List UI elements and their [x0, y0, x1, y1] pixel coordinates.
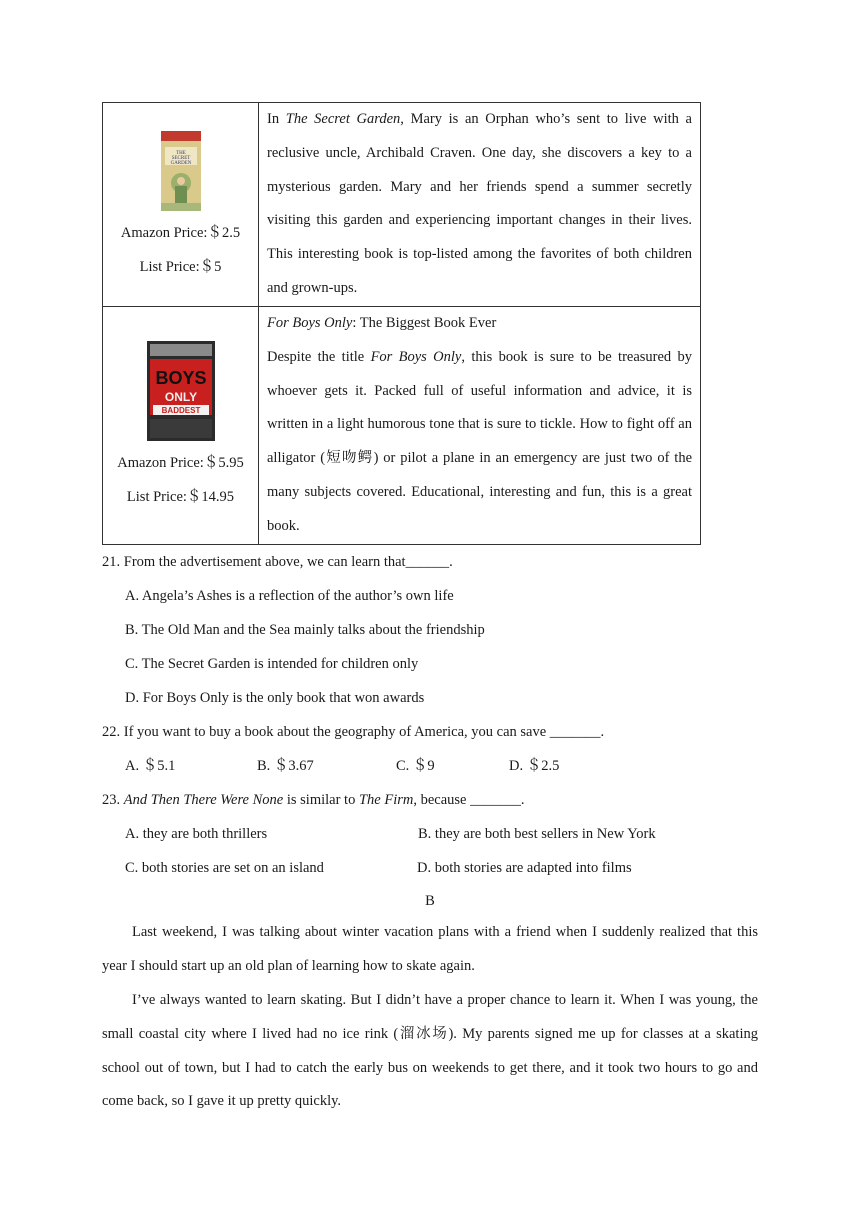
- question-21-option-c[interactable]: C. The Secret Garden is intended for children only: [125, 656, 419, 672]
- question-22-option-d[interactable]: D. ＄2.5: [509, 758, 560, 774]
- question-21-option-b[interactable]: B. The Old Man and the Sea mainly talks about the friendship: [125, 622, 485, 638]
- list-price: List Price:＄14.95: [126, 488, 235, 505]
- list-price: List Price:＄5: [139, 258, 222, 275]
- question-23-stem: 23. And Then There Were None is similar to The Firm, because _______.: [102, 792, 525, 808]
- section-label: B: [425, 893, 435, 909]
- book-2-info-cell: [103, 307, 259, 545]
- book-title: The Firm: [358, 792, 414, 808]
- passage-paragraph-2: I’ve always wanted to learn skating. But I didn’t have a proper chance to learn it. When I was young, the small coastal city where I lived had no ice rink (溜冰场). My parents signed me up for classes at a skating school out of town, but I had to catch the early bus on weekends to get there, and it took two hours to go and come back, so I gave it up pretty quickly.: [102, 992, 758, 1110]
- book-title: The Secret Garden: [285, 111, 401, 127]
- question-21-stem: 21. From the advertisement above, we can learn that______.: [102, 554, 453, 570]
- book-ad-table: [102, 102, 701, 545]
- question-23-option-a[interactable]: A. they are both thrillers: [125, 826, 268, 842]
- book-2-description: Despite the title For Boys Only, this book is sure to be treasured by whoever gets it. Packed full of useful information and advice, it is written in a light humorous tone that is sure to tickle. How to fight off an alligator (短吻鳄) or pilot a plane in an emergency are just two of the many subjects covered. Educational, interesting and fun, this is a great book.: [267, 348, 693, 534]
- book-title: And Then There Were None: [123, 792, 284, 808]
- book-title: For Boys Only: [267, 315, 353, 331]
- book-1-info-cell: [103, 103, 259, 307]
- secret-garden-cover-icon: [161, 131, 201, 211]
- cover-title: BOYS: [154, 368, 207, 388]
- book-1-description: In The Secret Garden, Mary is an Orphan who’s sent to live with a reclusive uncle, Archibald Craven. One day, she discovers a key to a mysterious garden. Mary and her friends spend a summer secretly visiting this garden and experiencing important changes in their lives. This interesting book is top-listed among the favorites of both children and grown-ups.: [267, 111, 692, 296]
- svg-text:GARDEN: GARDEN: [170, 161, 191, 166]
- question-21-option-a[interactable]: A. Angela’s Ashes is a reflection of the author’s own life: [125, 588, 454, 604]
- svg-text:THE: THE: [175, 151, 186, 156]
- svg-text:SECRET: SECRET: [171, 156, 190, 161]
- passage-paragraph-1: Last weekend, I was talking about winter vacation plans with a friend when I suddenly realized that this year I should start up an old plan of learning how to skate again.: [102, 924, 758, 974]
- for-boys-only-cover-icon: [147, 341, 215, 441]
- question-23-option-c[interactable]: C. both stories are set on an island: [125, 860, 324, 876]
- book-title: For Boys Only: [370, 348, 462, 365]
- cover-subtitle: ONLY: [164, 390, 197, 404]
- cover-tagline: BADDEST: [161, 406, 200, 415]
- question-23-option-d[interactable]: D. both stories are adapted into films: [417, 860, 632, 876]
- book-2-heading: For Boys Only: The Biggest Book Ever: [267, 315, 497, 331]
- question-22-stem: 22. If you want to buy a book about the geography of America, you can save _______.: [102, 724, 605, 740]
- question-22-option-a[interactable]: A. ＄5.1: [125, 758, 176, 774]
- question-23-option-b[interactable]: B. they are both best sellers in New York: [418, 826, 656, 842]
- book-1-description-cell: [259, 103, 701, 307]
- amazon-price: Amazon Price:＄2.5: [120, 225, 241, 241]
- question-22-option-c[interactable]: C. ＄9: [396, 758, 435, 774]
- question-22-option-b[interactable]: B. ＄3.67: [257, 758, 314, 774]
- book-2-description-cell: [259, 307, 701, 545]
- amazon-price: Amazon Price:＄5.95: [117, 455, 244, 471]
- question-21-option-d[interactable]: D. For Boys Only is the only book that won awards: [125, 690, 425, 706]
